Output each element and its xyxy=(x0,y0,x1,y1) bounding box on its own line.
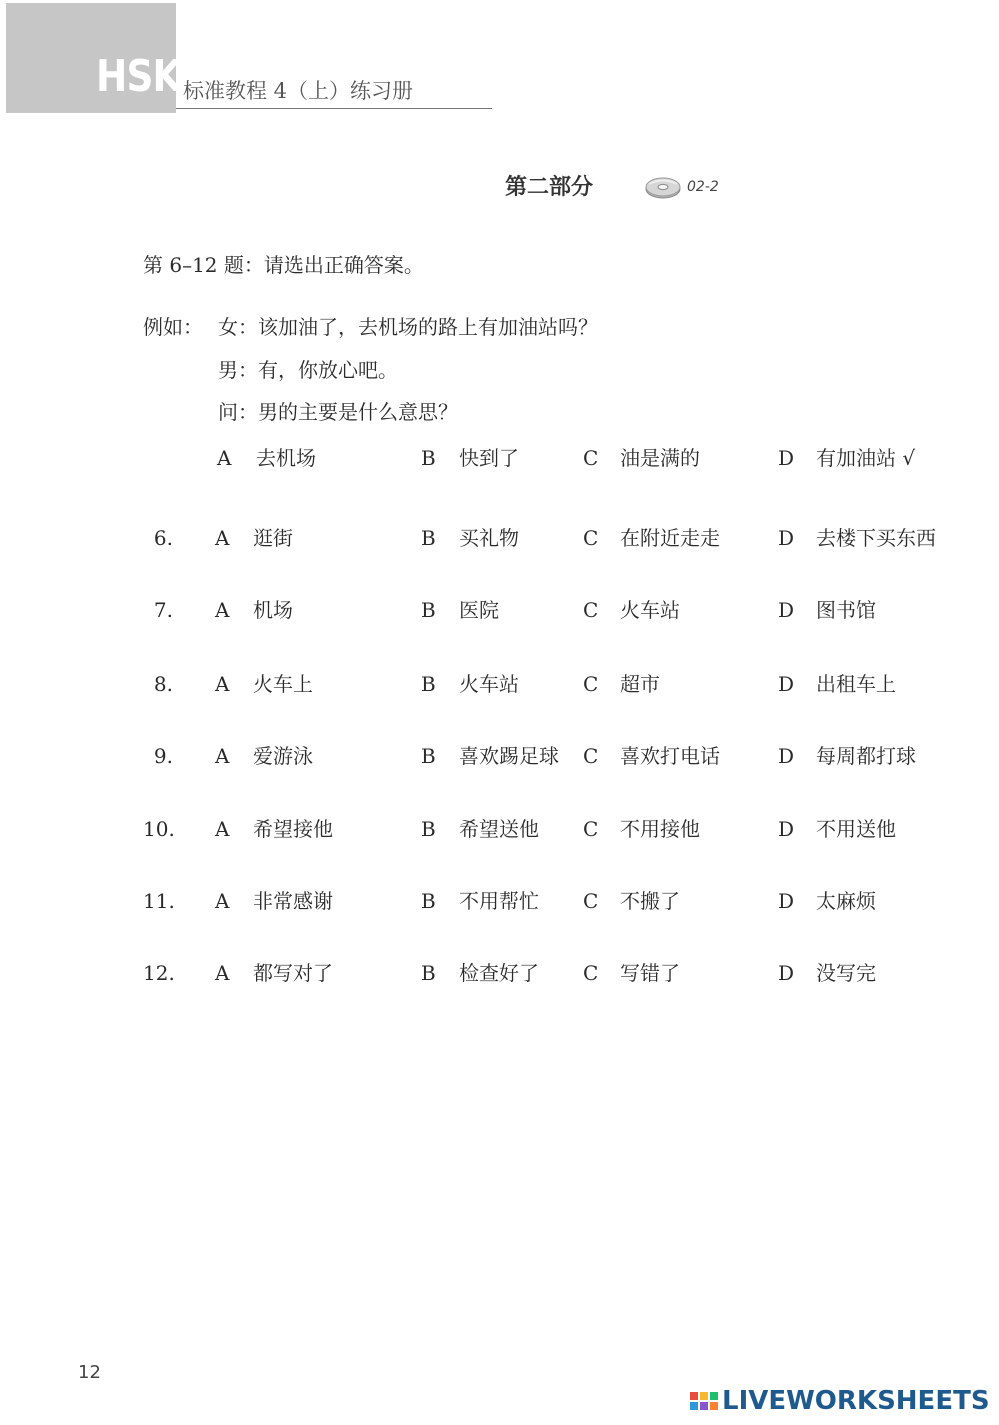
option-letter: D xyxy=(778,961,795,985)
example-question-line: 问：男的主要是什么意思？ xyxy=(218,400,458,424)
option-letter: C xyxy=(583,672,599,696)
option-letter: C xyxy=(583,889,599,913)
cd-audio-icon[interactable] xyxy=(645,174,683,200)
option-text: 图书馆 xyxy=(816,598,876,622)
option-letter: B xyxy=(421,889,436,913)
question-number: 12. xyxy=(143,961,175,985)
option-text: 医院 xyxy=(459,598,499,622)
option-letter: C xyxy=(583,961,599,985)
option-text: 希望送他 xyxy=(459,817,539,841)
option-text: 出租车上 xyxy=(816,672,896,696)
option-letter: D xyxy=(778,889,795,913)
option-text: 非常感谢 xyxy=(253,889,333,913)
option-letter: C xyxy=(583,817,599,841)
option-text: 火车上 xyxy=(253,672,313,696)
option-letter: D xyxy=(778,598,795,622)
logo-square xyxy=(710,1402,718,1410)
option-letter: B xyxy=(421,598,436,622)
option-letter: B xyxy=(421,744,436,768)
question-number: 9. xyxy=(153,744,173,768)
logo-square xyxy=(690,1392,698,1400)
option-text: 火车站 xyxy=(620,598,680,622)
option-letter: A xyxy=(215,526,230,550)
option-letter: D xyxy=(778,817,795,841)
section-title: 第二部分 xyxy=(505,174,594,200)
option-text: 喜欢踢足球 xyxy=(459,744,559,768)
option-letter: A xyxy=(215,961,230,985)
example-label: 例如： xyxy=(143,315,203,339)
example-dialogue-line: 男：有，你放心吧。 xyxy=(218,358,398,382)
logo-square xyxy=(710,1392,718,1400)
option-letter: C xyxy=(583,526,599,550)
option-text: 不搬了 xyxy=(620,889,680,913)
option-text: 逛街 xyxy=(253,526,293,550)
question-number: 7. xyxy=(153,598,173,622)
example-option-letter: D xyxy=(778,446,795,470)
option-letter: B xyxy=(421,672,436,696)
logo-square xyxy=(690,1402,698,1410)
option-letter: D xyxy=(778,526,795,550)
option-letter: A xyxy=(215,889,230,913)
liveworksheets-logo[interactable] xyxy=(690,1384,990,1418)
option-letter: A xyxy=(215,817,230,841)
option-text: 买礼物 xyxy=(459,526,519,550)
example-option-letter: C xyxy=(583,446,599,470)
option-letter: D xyxy=(778,744,795,768)
header-divider xyxy=(176,108,492,109)
option-letter: B xyxy=(421,961,436,985)
question-number: 11. xyxy=(143,889,175,913)
option-letter: A xyxy=(215,598,230,622)
option-text: 每周都打球 xyxy=(816,744,916,768)
option-text: 检查好了 xyxy=(459,961,539,985)
logo-text: LIVEWORKSHEETS xyxy=(722,1386,990,1416)
option-text: 都写对了 xyxy=(253,961,333,985)
option-text: 不用帮忙 xyxy=(459,889,539,913)
example-option-letter: A xyxy=(217,446,232,470)
option-text: 希望接他 xyxy=(253,817,333,841)
option-text: 没写完 xyxy=(816,961,876,985)
example-option-text: 油是满的 xyxy=(620,446,700,470)
question-number: 6. xyxy=(153,526,173,550)
option-text: 在附近走走 xyxy=(620,526,720,550)
option-text: 去楼下买东西 xyxy=(816,526,936,550)
option-text: 爱游泳 xyxy=(253,744,313,768)
logo-square xyxy=(700,1402,708,1410)
audio-track-number: 02-2 xyxy=(687,179,719,195)
page-number: 12 xyxy=(78,1362,101,1383)
option-text: 不用接他 xyxy=(620,817,700,841)
example-option-text: 快到了 xyxy=(459,446,519,470)
example-dialogue-line: 女：该加油了，去机场的路上有加油站吗？ xyxy=(218,315,598,339)
option-text: 太麻烦 xyxy=(816,889,876,913)
question-number: 8. xyxy=(153,672,173,696)
example-option-text-correct: 有加油站 √ xyxy=(816,446,916,470)
option-text: 机场 xyxy=(253,598,293,622)
option-letter: D xyxy=(778,672,795,696)
option-letter: A xyxy=(215,672,230,696)
logo-square xyxy=(700,1392,708,1400)
option-letter: A xyxy=(215,744,230,768)
option-letter: C xyxy=(583,598,599,622)
option-letter: C xyxy=(583,744,599,768)
header-brand: HSK xyxy=(96,51,181,102)
example-option-letter: B xyxy=(421,446,436,470)
option-text: 火车站 xyxy=(459,672,519,696)
option-letter: B xyxy=(421,817,436,841)
option-letter: B xyxy=(421,526,436,550)
instruction-text: 第 6–12 题：请选出正确答案。 xyxy=(143,253,424,277)
option-text: 喜欢打电话 xyxy=(620,744,720,768)
option-text: 写错了 xyxy=(620,961,680,985)
logo-squares-icon xyxy=(690,1392,718,1410)
header-title: 标准教程 4（上）练习册 xyxy=(183,79,414,103)
question-number: 10. xyxy=(143,817,175,841)
example-option-text: 去机场 xyxy=(256,446,316,470)
option-text: 超市 xyxy=(620,672,660,696)
option-text: 不用送他 xyxy=(816,817,896,841)
